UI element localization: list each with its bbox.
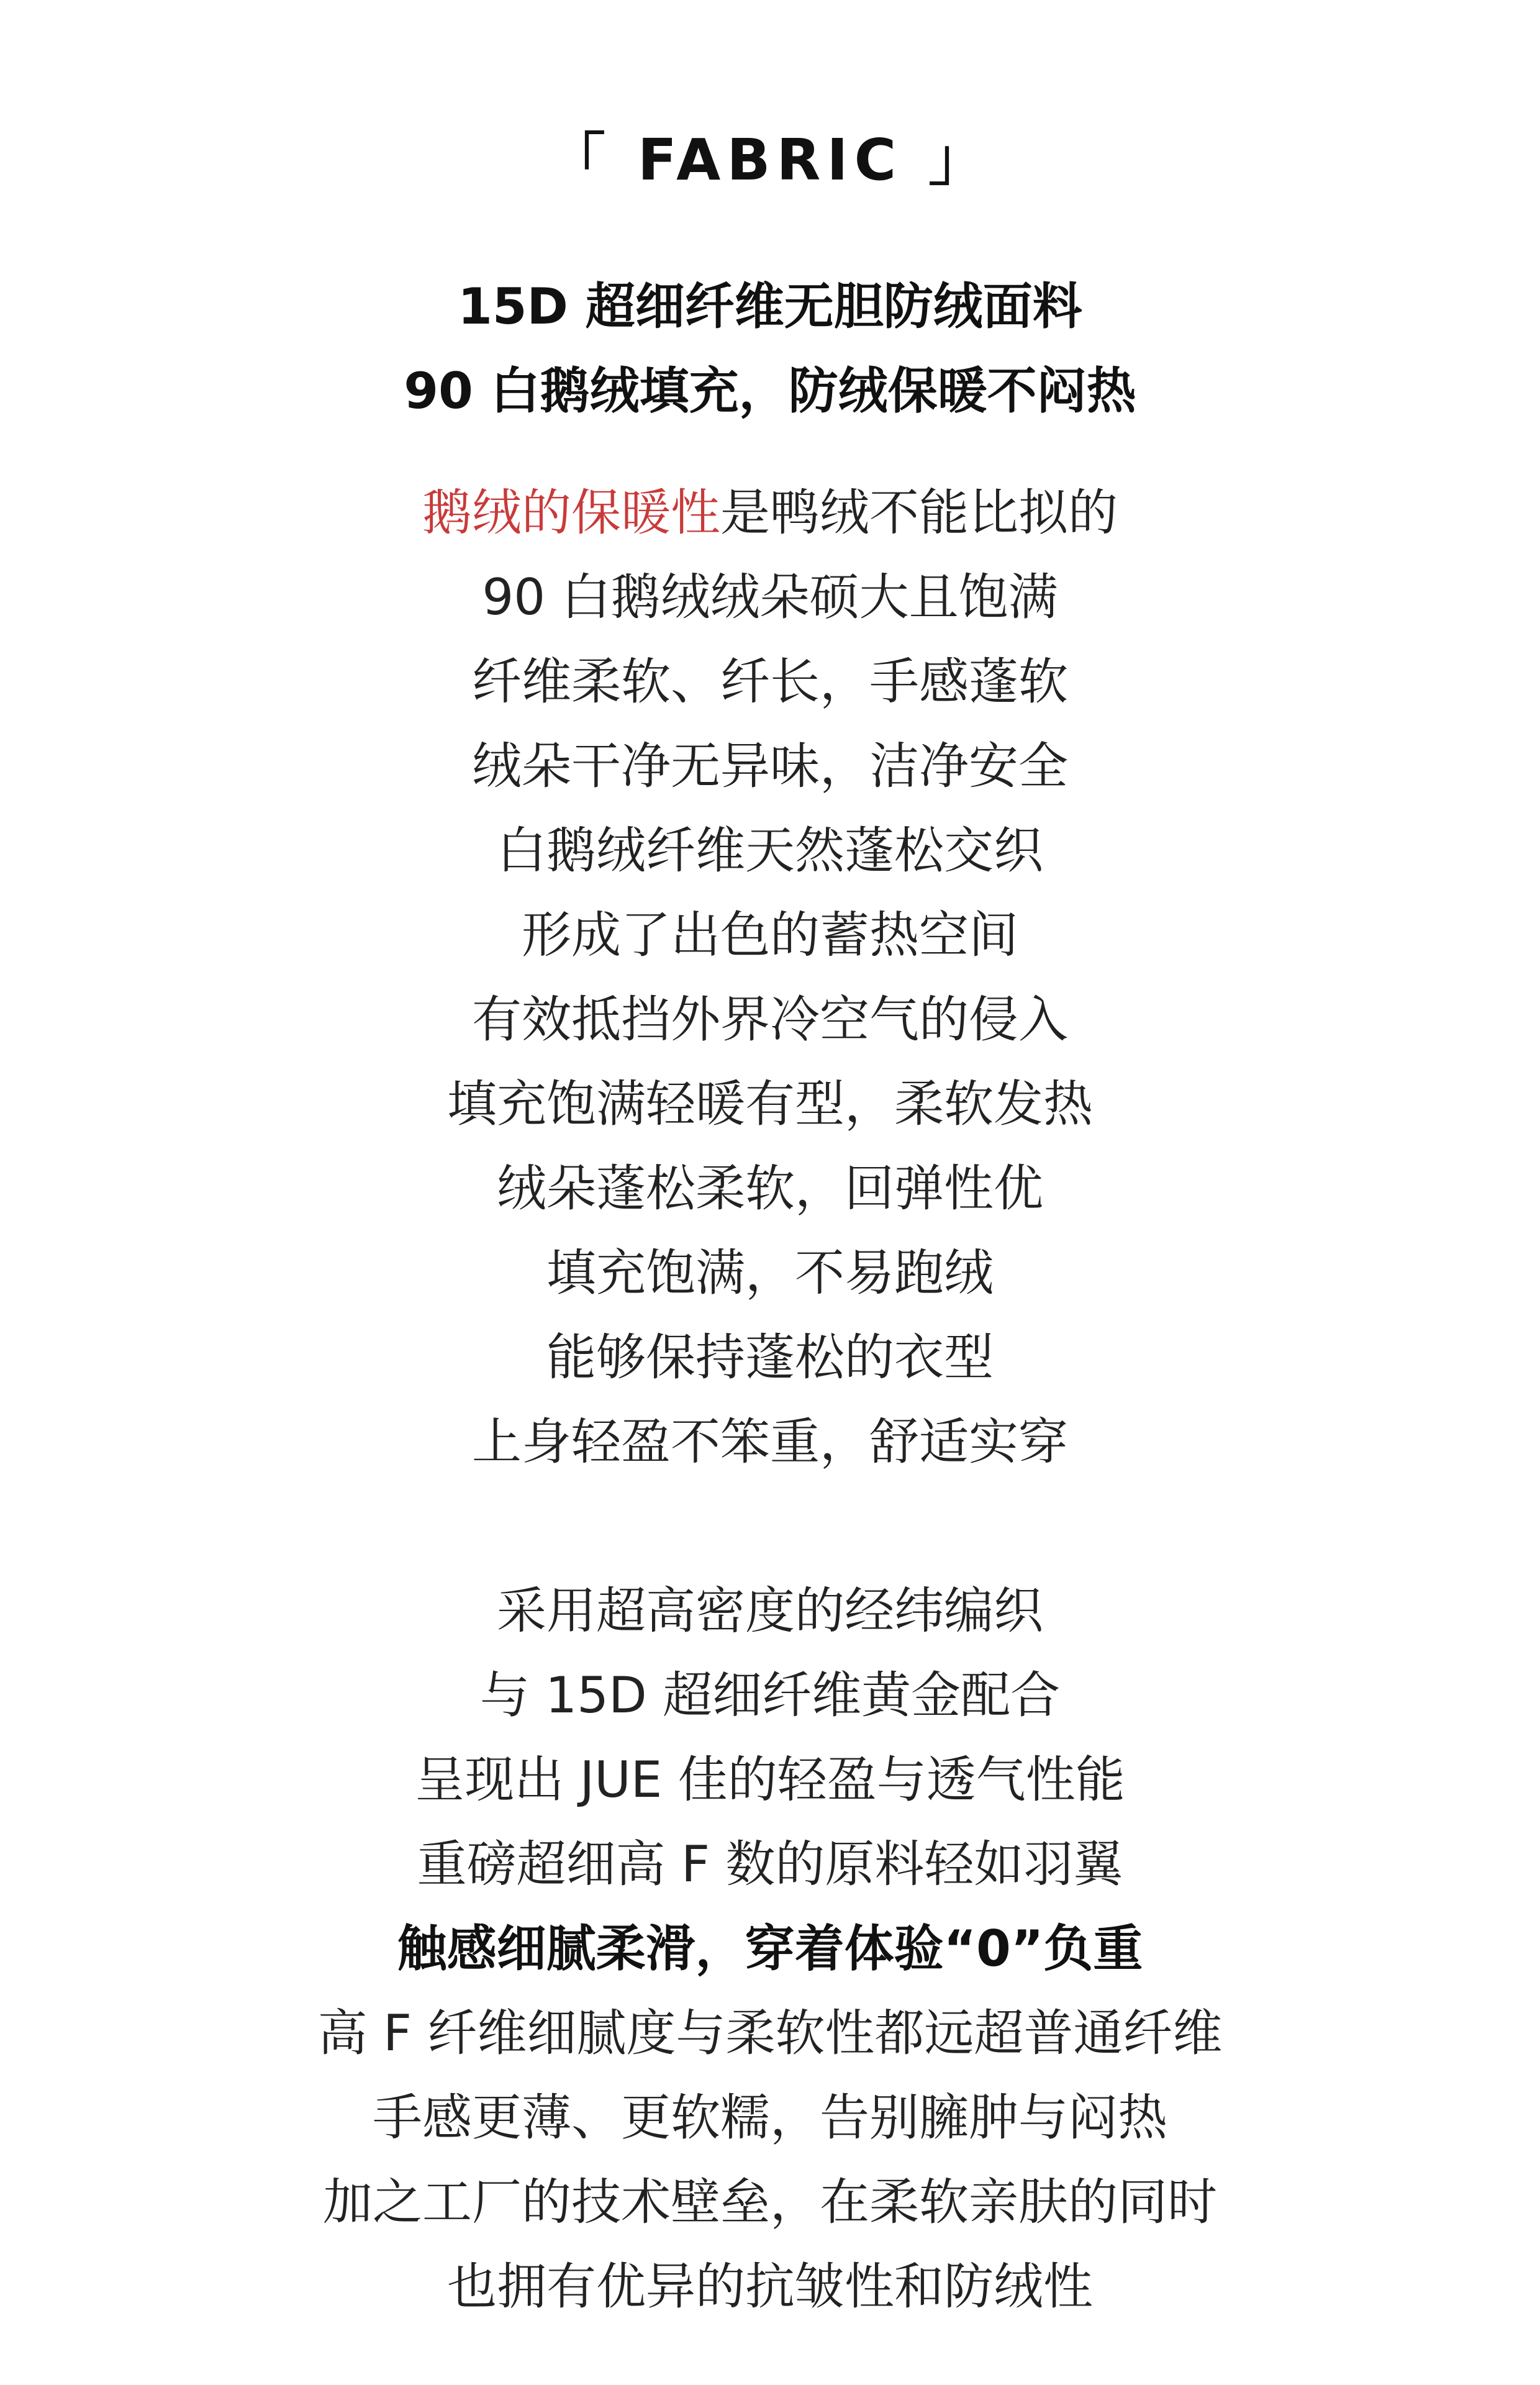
highlight-text: 鹅绒的保暖性 (422, 484, 720, 542)
paragraph-spacer (0, 1484, 1540, 1569)
paragraph-warmth (0, 471, 1540, 1484)
body-line-intro (0, 471, 1540, 555)
body-line: 也拥有优异的抗皱性和防绒性 (447, 2258, 1093, 2315)
section-title: 「 FABRIC 」 (548, 127, 992, 193)
body-line: 90 白鹅绒绒朵硕大且饱满 (482, 568, 1058, 626)
body-line: 高 F 纤维细腻度与柔软性都远超普通纤维 (317, 2004, 1223, 2062)
body-line: 采用超高密度的经纬编织 (497, 1582, 1043, 1640)
body-line: 绒朵干净无异味，洁净安全 (472, 737, 1068, 795)
body-line: 白鹅绒纤维天然蓬松交织 (497, 822, 1043, 879)
body-line: 呈现出 JUE 佳的轻盈与透气性能 (415, 1751, 1125, 1809)
headline-line: 15D 超细纤维无胆防绒面料 (458, 278, 1082, 335)
body-line: 重磅超细高 F 数的原料轻如羽翼 (417, 1835, 1123, 1893)
body-line: 与 15D 超细纤维黄金配合 (479, 1666, 1061, 1724)
headline-line: 90 白鹅绒填充，防绒保暖不闷热 (404, 362, 1136, 420)
body-line: 绒朵蓬松柔软，回弹性优 (497, 1160, 1043, 1217)
body-line: 填充饱满轻暖有型，柔软发热 (447, 1075, 1093, 1133)
paragraph-fabric (0, 1569, 1540, 2329)
body-line: 纤维柔软、纤长，手感蓬软 (472, 653, 1068, 711)
intro-rest-text: 是鸭绒不能比拟的 (720, 484, 1118, 542)
body-line-bold: 触感细腻柔滑，穿着体验“0”负重 (397, 1920, 1143, 1978)
body-line: 有效抵挡外界冷空气的侵入 (472, 991, 1068, 1048)
headline-block (0, 265, 1540, 434)
body-line: 加之工厂的技术壁垒，在柔软亲肤的同时 (323, 2173, 1217, 2231)
body-line: 形成了出色的蓄热空间 (522, 906, 1018, 964)
body-line: 手感更薄、更软糯，告别臃肿与闷热 (373, 2089, 1167, 2146)
body-line: 上身轻盈不笨重，舒适实穿 (472, 1413, 1068, 1471)
body-line: 填充饱满，不易跑绒 (546, 1244, 994, 1302)
body-line: 能够保持蓬松的衣型 (546, 1329, 994, 1386)
